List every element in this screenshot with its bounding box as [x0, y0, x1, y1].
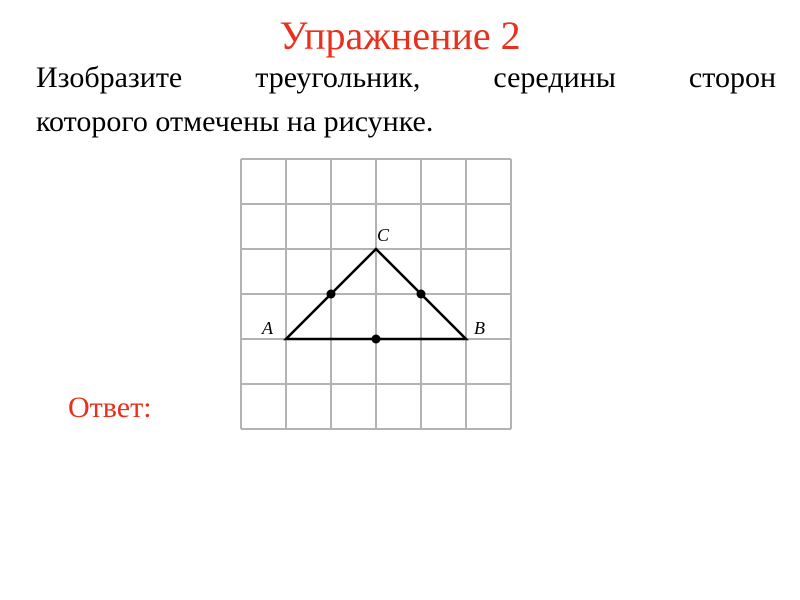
grid-lines [241, 159, 511, 429]
midpoint-dot [417, 290, 426, 299]
midpoint-dot [372, 335, 381, 344]
answer-label: Ответ: [68, 391, 152, 424]
vertex-labels [261, 225, 485, 338]
task-line-2: которого отмечены на рисунке. [36, 105, 434, 138]
slide-title: Упражнение 2 [279, 13, 521, 58]
midpoint-dot [327, 290, 336, 299]
vertex-label-b: B [474, 318, 485, 338]
task-line-1: Изобразите треугольник, середины сторон [36, 61, 776, 94]
vertex-label-c: C [377, 225, 390, 245]
vertex-label-a: A [262, 318, 273, 338]
